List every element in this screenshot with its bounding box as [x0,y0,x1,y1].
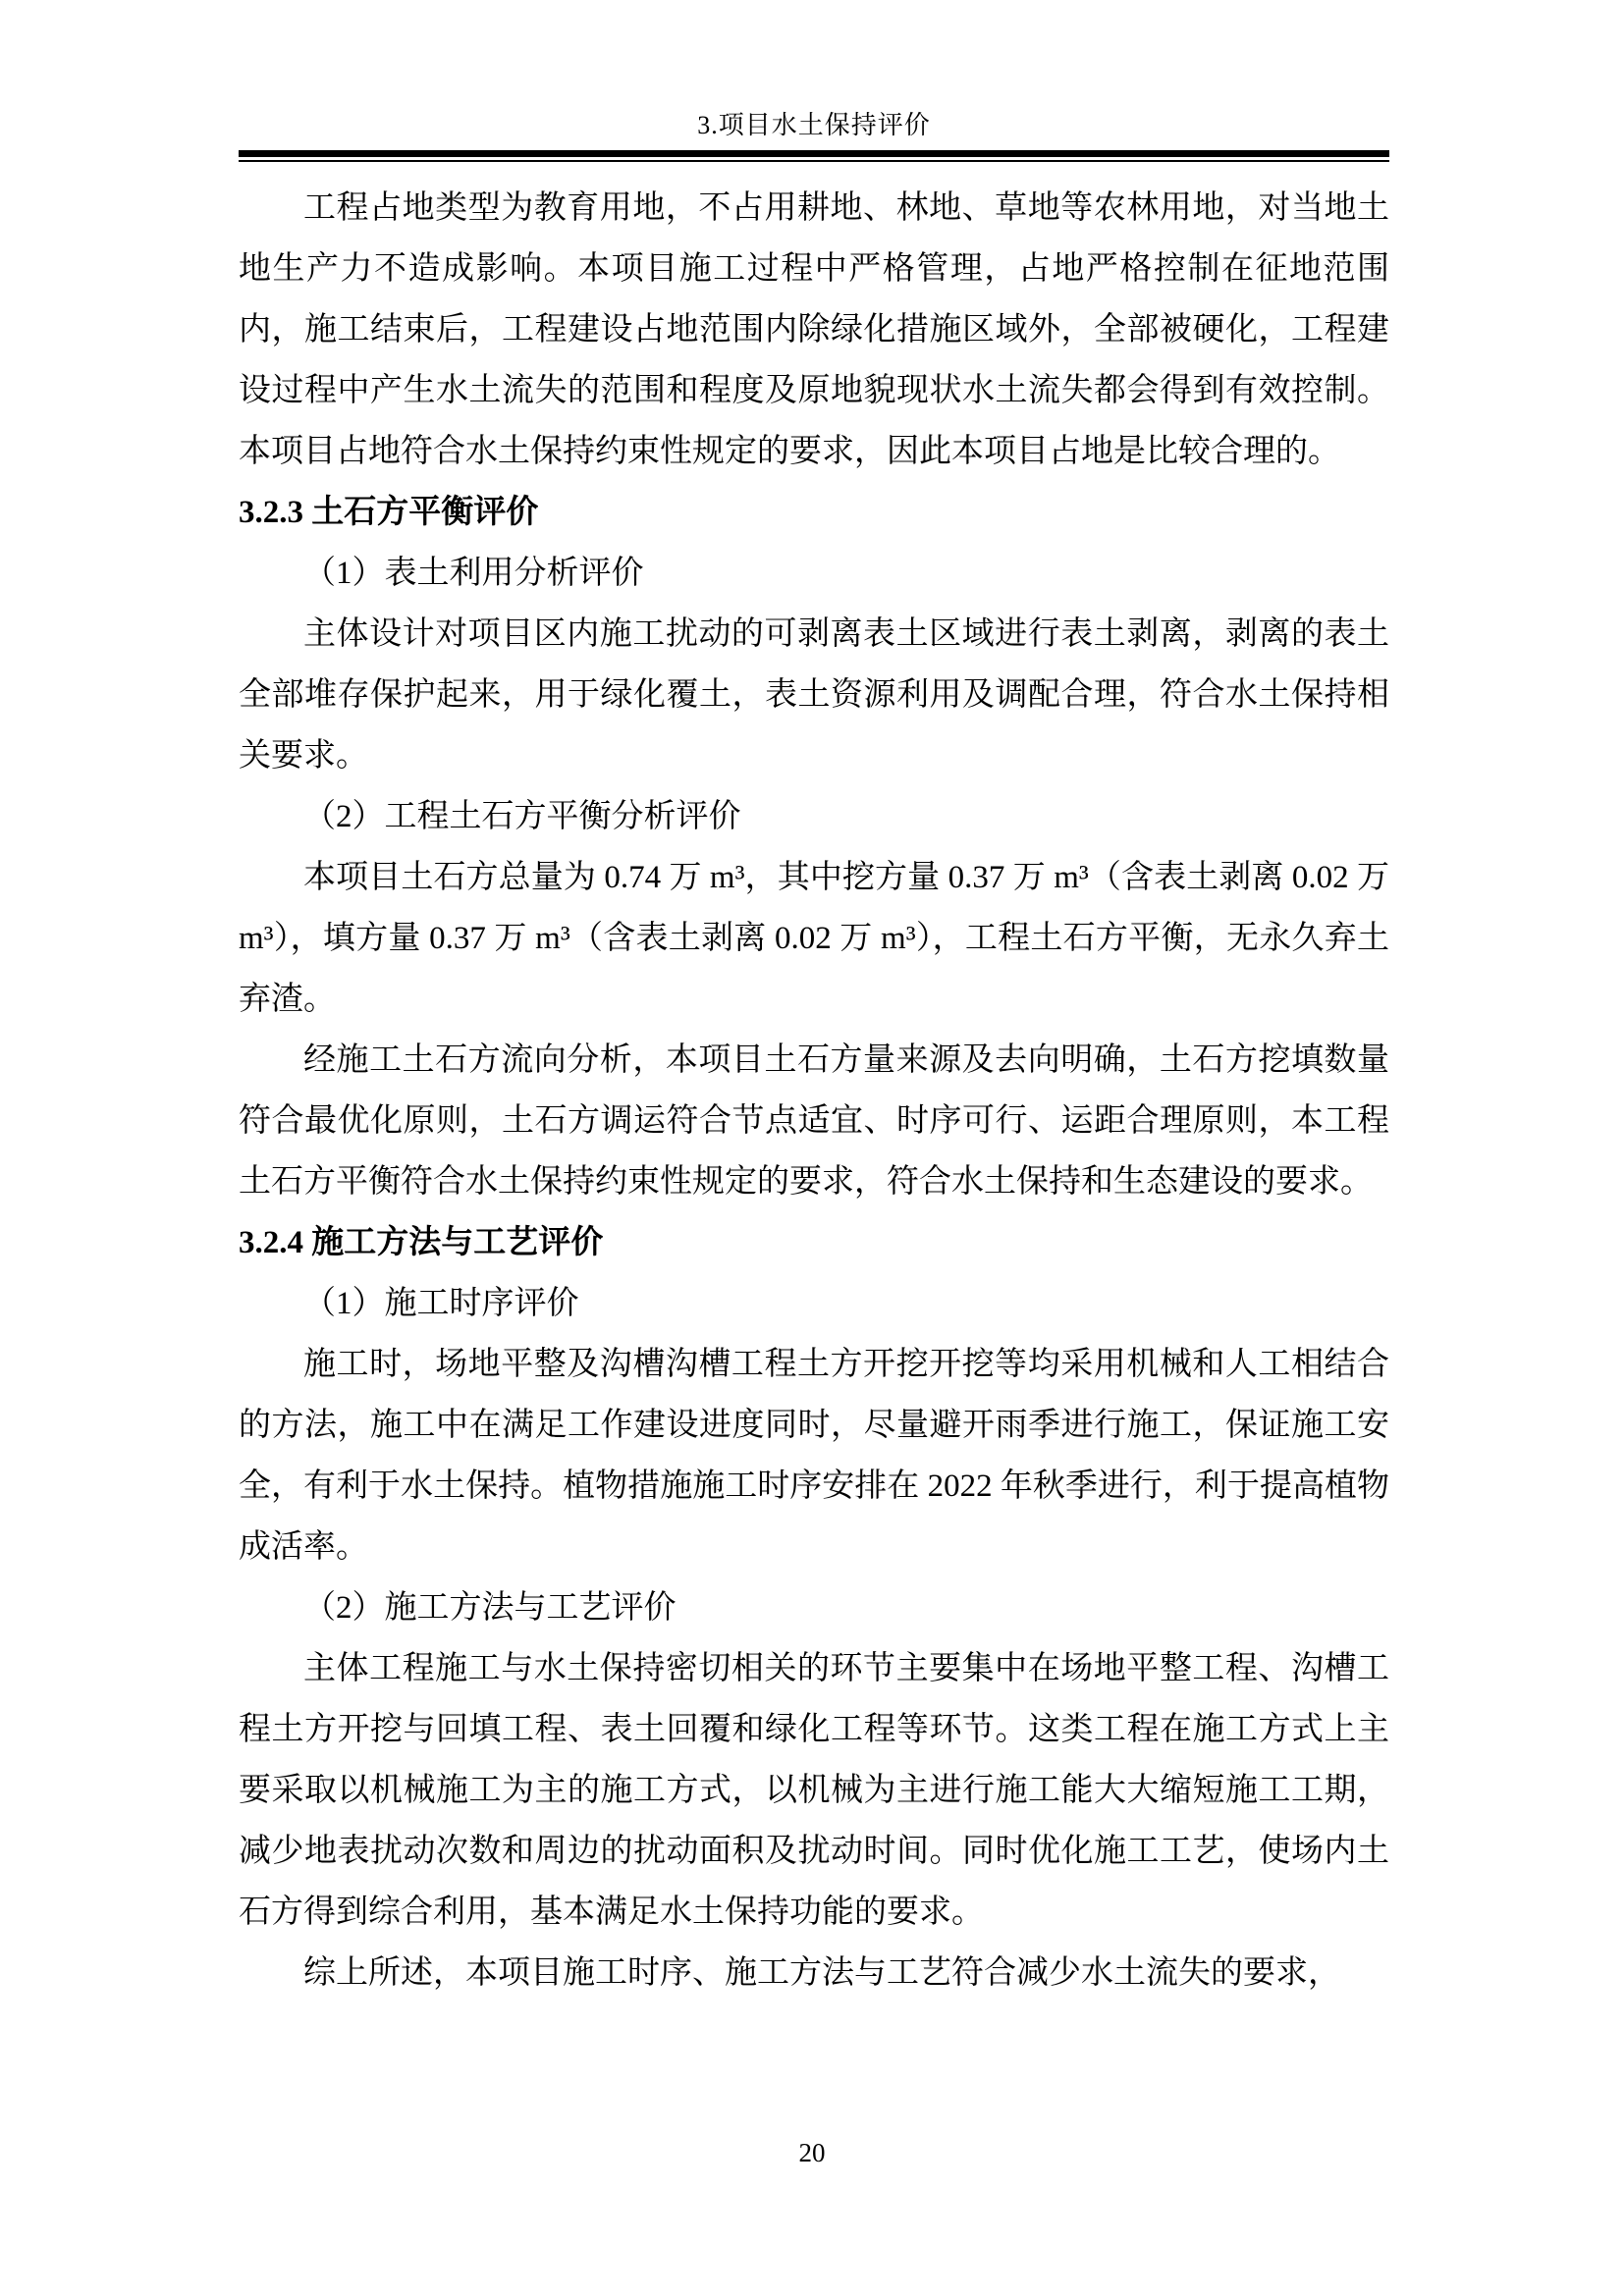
paragraph-earthwork-volumes: 本项目土石方总量为 0.74 万 m³，其中挖方量 0.37 万 m³（含表土剥离 0.02 万 m³），填方量 0.37 万 m³（含表土剥离 0.02 万 m³），工程土石方平衡，无永久弃土弃渣。 [239,860,1389,1017]
subitem-topsoil-analysis-title: （1）表土利用分析评价 [303,556,644,591]
paragraph-summary: 综上所述，本项目施工时序、施工方法与工艺符合减少水土流失的要求， [303,1955,1340,1991]
section-heading-3-2-4: 3.2.4 施工方法与工艺评价 [239,1225,604,1260]
page-footer [0,2136,1624,2169]
header-title: 3.项目水土保持评价 [697,111,931,139]
subitem-construction-sequence-title: （1）施工时序评价 [303,1286,579,1321]
page-number: 20 [798,2138,826,2167]
paragraph-earthwork-flow: 经施工土石方流向分析，本项目土石方量来源及去向明确，土石方挖填数量符合最优化原则，土石方调运符合节点适宜、时序可行、运距合理原则，本工程土石方平衡符合水土保持约束性规定的要求，符合水土保持和生态建设的要求。 [239,1042,1389,1200]
paragraph-land-occupation: 工程占地类型为教育用地，不占用耕地、林地、草地等农林用地，对当地土地生产力不造成影响。本项目施工过程中严格管理，占地严格控制在征地范围内，施工结束后，工程建设占地范围内除绿化措施区域外，全部被硬化，工程建设过程中产生水土流失的范围和程度及原地貌现状水土流失都会得到有效控制。本项目占地符合水土保持约束性规定的要求，因此本项目占地是比较合理的。 [239,190,1389,469]
header-divider-rule [239,150,1389,162]
page-header [239,110,1389,162]
paragraph-construction-method: 主体工程施工与水土保持密切相关的环节主要集中在场地平整工程、沟槽工程土方开挖与回填工程、表土回覆和绿化工程等环节。这类工程在施工方式上主要采取以机械施工为主的施工方式，以机械为主进行施工能大大缩短施工工期，减少地表扰动次数和周边的扰动面积及扰动时间。同时优化施工工艺，使场内土石方得到综合利用，基本满足水土保持功能的要求。 [239,1651,1389,1930]
subitem-earthwork-balance-title: （2）工程土石方平衡分析评价 [303,799,741,834]
subitem-construction-method-title: （2）施工方法与工艺评价 [303,1590,677,1626]
section-heading-3-2-3: 3.2.3 土石方平衡评价 [239,495,539,530]
paragraph-construction-sequence: 施工时，场地平整及沟槽沟槽工程土方开挖开挖等均采用机械和人工相结合的方法，施工中在满足工作建设进度同时，尽量避开雨季进行施工，保证施工安全，有利于水土保持。植物措施施工时序安排在 2022 年秋季进行，利于提高植物成活率。 [239,1347,1389,1565]
document-body [239,178,1389,2003]
paragraph-topsoil-analysis: 主体设计对项目区内施工扰动的可剥离表土区域进行表土剥离，剥离的表土全部堆存保护起来，用于绿化覆土，表土资源利用及调配合理，符合水土保持相关要求。 [239,616,1389,774]
